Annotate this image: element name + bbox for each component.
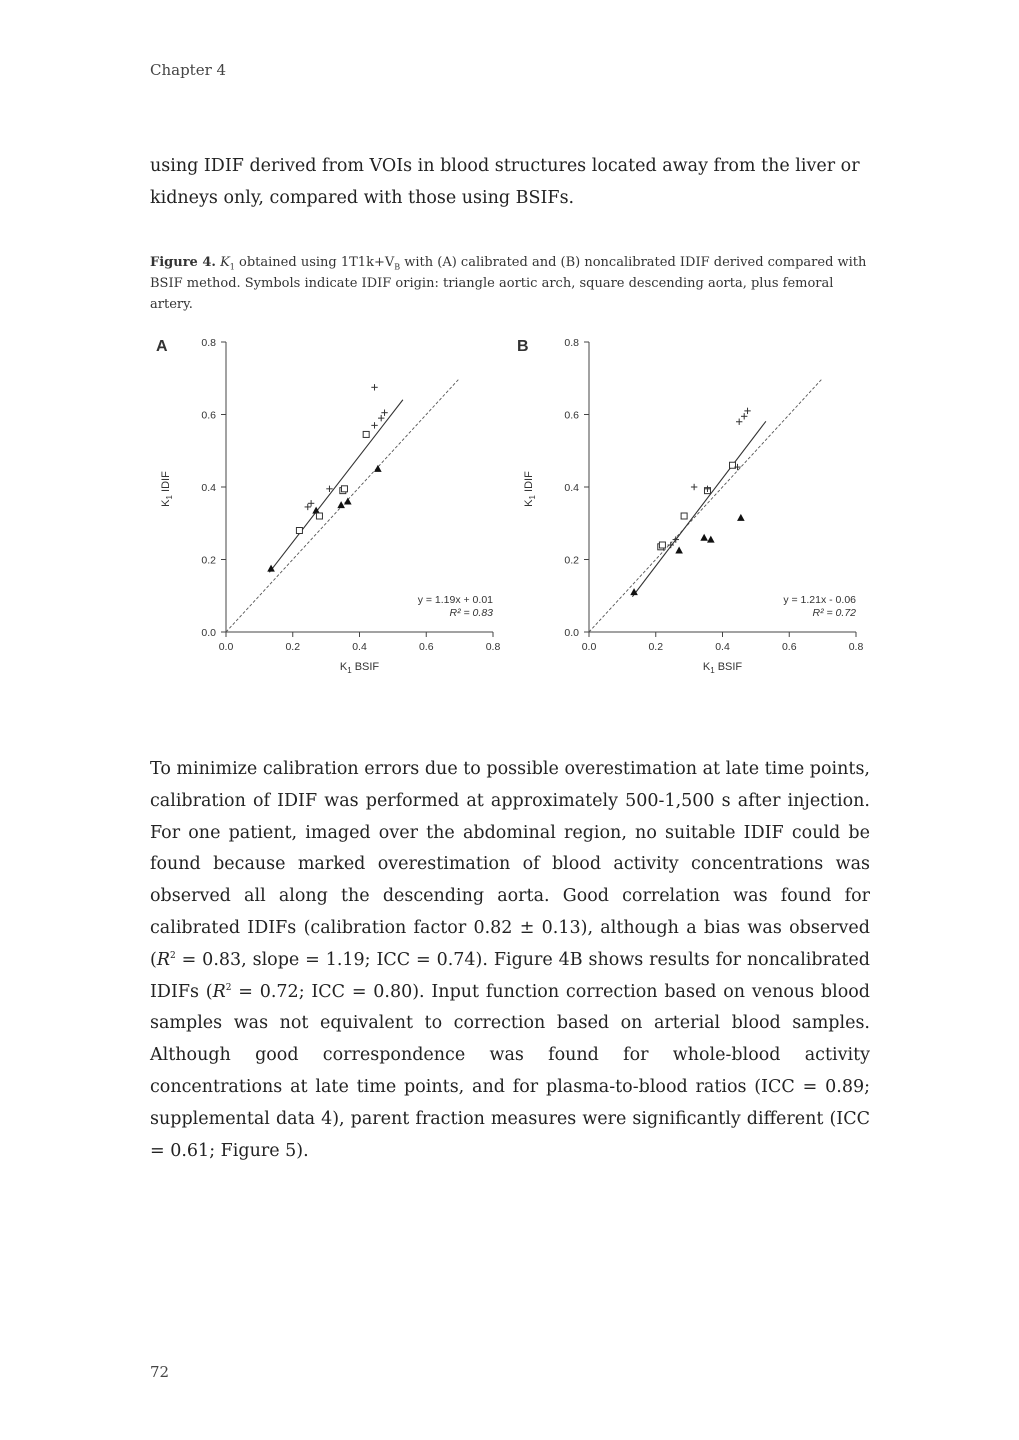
x-tick-label: 0.6 — [781, 641, 797, 653]
triangle-point — [337, 501, 345, 508]
square-point — [659, 542, 665, 548]
y-tick-label: 0.0 — [201, 627, 216, 639]
para2-s1: To minimize calibration errors due to possible overestimation at late time points, calibration of IDIF was performed at approximately 500-1,500 s after injection. For one patient, imaged over the abdominal region, no suitable IDIF could be found because marked overestimation of blood activity concentrations was observed all along the descending aorta. Good correlation was found for calibrated IDIFs (calibration factor 0.82 ± 0.13), although a bias was observed ( — [150, 759, 870, 970]
regression-line — [269, 400, 403, 573]
x-tick-label: 0.2 — [285, 641, 301, 653]
triangle-point — [700, 534, 708, 541]
triangle-point — [267, 565, 275, 572]
panel-label: A — [156, 338, 168, 355]
chart-panel-a — [156, 337, 500, 675]
caption-label: Figure 4. — [150, 255, 216, 270]
y-tick-label: 0.4 — [201, 482, 216, 494]
plus-point — [691, 484, 697, 490]
y-tick-label: 0.2 — [564, 554, 579, 567]
para2-s3: = 0.72; ICC = 0.80). Input function correction based on venous blood samples was not equivalent to correction based on arterial blood samples. Although good correspondence was found for whole-blood activity concentrations at late time points, and for plasma-to-blood ratios (ICC = 0.89; supplemental data 4), parent fraction measures were significantly different (ICC = 0.61; Figure 5). — [150, 981, 871, 1161]
chart-panel-b — [517, 337, 863, 675]
y-tick-label: 0.8 — [201, 337, 216, 349]
triangle-point — [344, 498, 352, 505]
plus-point — [305, 504, 311, 510]
plus-point — [378, 415, 384, 421]
square-point — [296, 528, 302, 534]
plus-point — [371, 384, 377, 390]
plus-point — [381, 409, 387, 415]
plus-point — [371, 422, 377, 428]
square-point — [316, 513, 322, 519]
x-tick-label: 0.4 — [715, 641, 730, 653]
triangle-point — [374, 465, 382, 472]
body-paragraph-1: using IDIF derived from VOIs in blood structures located away from the liver or kidneys only, compared with those using BSIFs. — [150, 156, 860, 208]
page-number: 72 — [150, 1363, 170, 1381]
x-axis-label: $K_1$ BSIF — [339, 661, 380, 675]
plus-point — [744, 408, 750, 414]
regression-equation: y = 1.21x - 0.06 — [783, 594, 856, 606]
y-tick-label: 0.0 — [564, 627, 579, 639]
caption-k: K — [220, 255, 230, 270]
x-tick-label: 0.2 — [648, 641, 664, 653]
x-tick-label: 0.8 — [485, 641, 501, 653]
figure-4-charts — [150, 325, 870, 685]
caption-vb-sub: B — [394, 262, 401, 272]
body-paragraph-2 — [150, 754, 870, 1167]
plus-point — [736, 419, 742, 425]
square-point — [363, 431, 369, 437]
y-axis-label: $K_1$ IDIF — [160, 471, 174, 507]
figure-4 — [150, 325, 870, 685]
para2-r-2: R — [212, 981, 226, 1002]
plus-point — [308, 500, 314, 506]
caption-text-a: obtained using 1T1k+V — [234, 255, 395, 270]
x-tick-label: 0.0 — [218, 641, 234, 653]
x-tick-label: 0.8 — [848, 641, 864, 653]
x-tick-label: 0.0 — [581, 641, 597, 653]
regression-line — [632, 421, 766, 596]
triangle-point — [737, 514, 745, 521]
caption-text-b: with (A) calibrated and (B) noncalibrated IDIF derived compared with BSIF method. Symbols indicate IDIF origin: triangle aortic arch, square descending aorta, plus femoral artery. — [150, 255, 867, 312]
square-point — [341, 486, 347, 492]
plus-point — [741, 413, 747, 419]
para2-r-1: R — [156, 949, 171, 970]
regression-equation: y = 1.19x + 0.01 — [417, 594, 493, 606]
y-axis-label: $K_1$ IDIF — [523, 471, 537, 507]
caption-k-sub: 1 — [229, 262, 235, 272]
y-tick-label: 0.4 — [564, 482, 579, 494]
para2-sup-2: 2 — [225, 982, 232, 993]
square-point — [681, 513, 687, 519]
panel-label: B — [517, 338, 529, 355]
y-tick-label: 0.6 — [201, 409, 216, 422]
triangle-point — [675, 546, 683, 553]
r-squared: R² = 0.83 — [449, 607, 493, 619]
x-axis-label: $K_1$ BSIF — [702, 661, 743, 675]
x-tick-label: 0.4 — [352, 641, 367, 653]
running-head: Chapter 4 — [150, 61, 227, 79]
y-tick-label: 0.8 — [564, 337, 579, 349]
r-squared: R² = 0.72 — [812, 607, 856, 619]
para2-s2: = 0.83, slope = 1.19; ICC = 0.74). Figure 4B shows results for noncalibrated IDIFs ( — [150, 949, 870, 1002]
y-tick-label: 0.2 — [201, 554, 216, 567]
figure-caption — [150, 252, 870, 315]
y-tick-label: 0.6 — [564, 409, 579, 422]
triangle-point — [707, 536, 715, 543]
x-tick-label: 0.6 — [418, 641, 434, 653]
para2-sup-1: 2 — [170, 950, 176, 961]
